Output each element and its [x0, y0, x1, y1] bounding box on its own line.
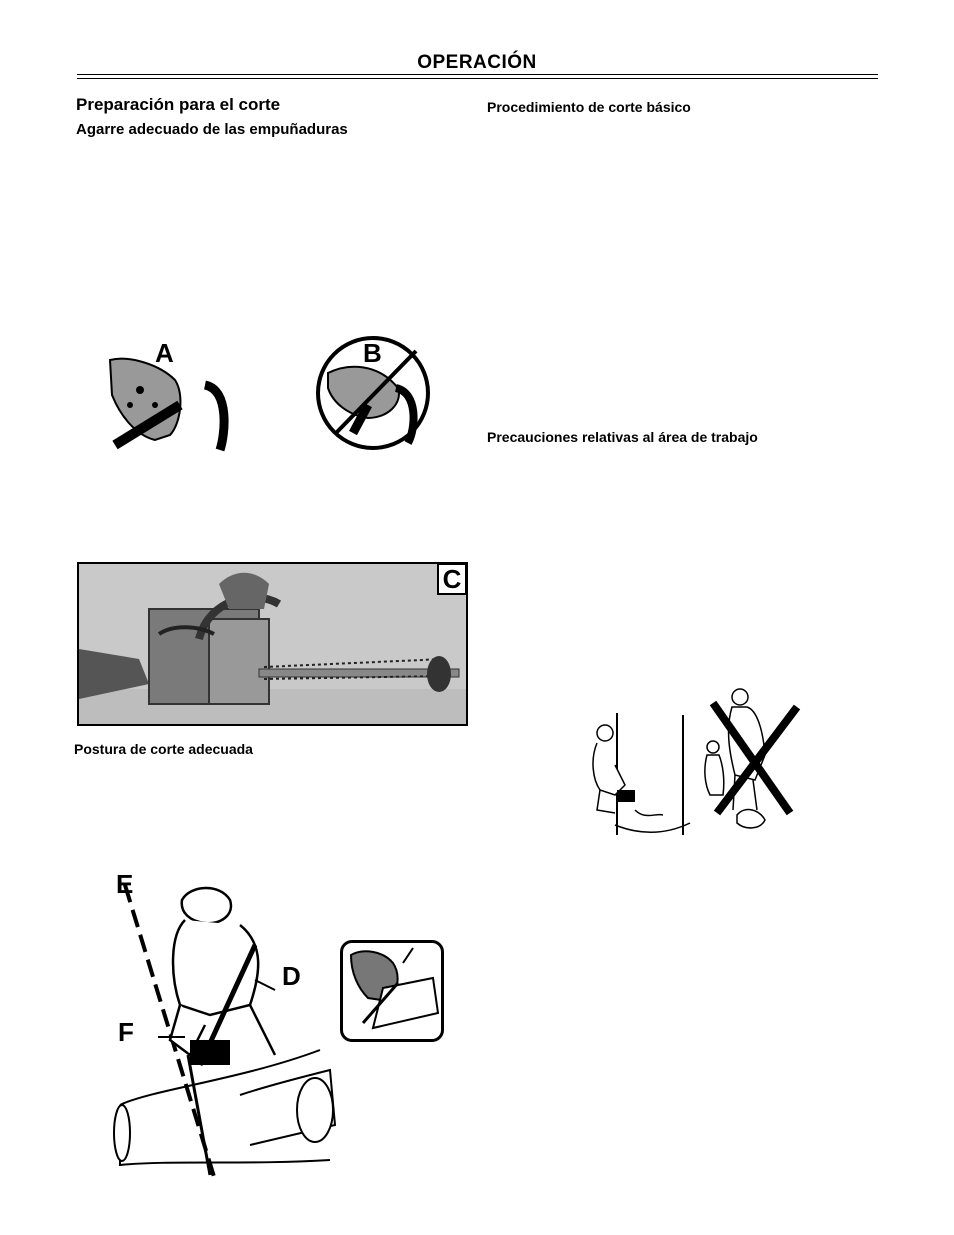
header-rule-top	[77, 74, 878, 75]
figure-label-b: B	[363, 338, 382, 368]
subheading-work-area: Precauciones relativas al área de trabajo	[487, 429, 758, 445]
figure-label-e: E	[116, 869, 134, 899]
figure-grip-incorrect	[308, 333, 438, 455]
figure-chainsaw-photo	[77, 562, 468, 726]
figure-grip-correct	[100, 335, 240, 455]
figure-label-d: D	[282, 961, 301, 991]
subheading-grip: Agarre adecuado de las empuñaduras	[76, 121, 348, 138]
figure-work-area	[585, 685, 800, 840]
figure-label-f: F	[118, 1017, 134, 1047]
subheading-basic-cutting: Procedimiento de corte básico	[487, 99, 691, 115]
figure-label-a: A	[155, 338, 174, 368]
page-title: OPERACIÓN	[417, 52, 537, 73]
figure-label-c: C	[437, 563, 467, 595]
section-heading-preparation: Preparación para el corte	[76, 95, 281, 114]
subheading-posture: Postura de corte adecuada	[74, 741, 253, 757]
figure-trigger-inset	[340, 940, 444, 1042]
header-rule-bottom	[77, 78, 878, 79]
